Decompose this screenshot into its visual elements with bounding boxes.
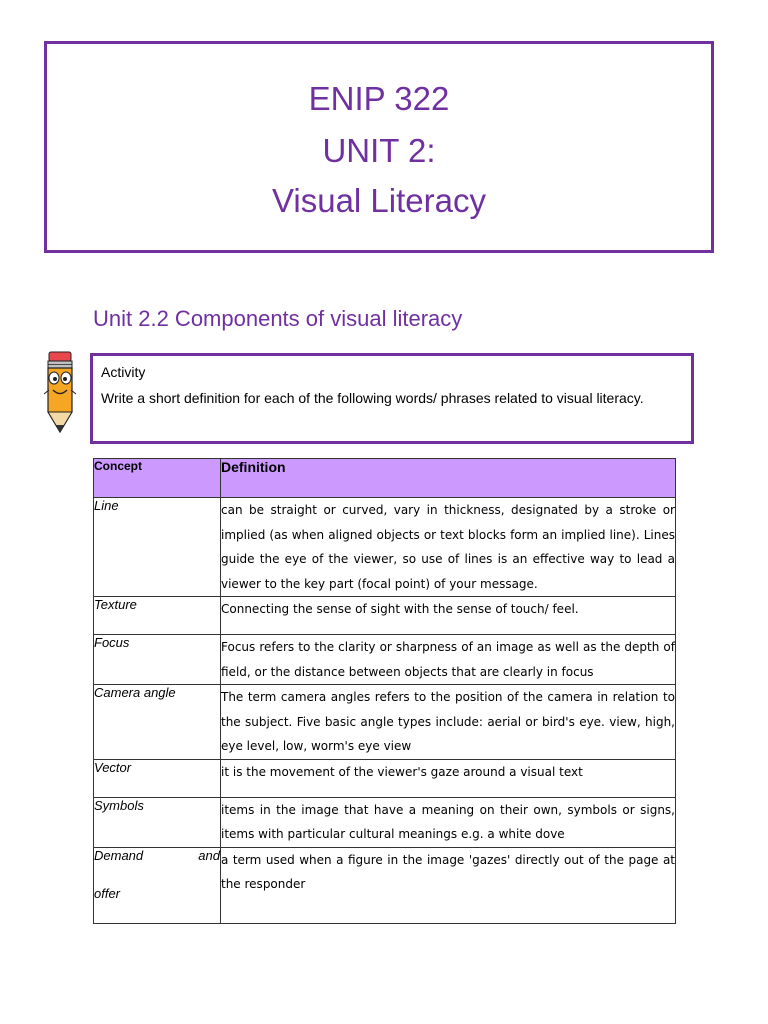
header-definition: Definition [221,459,676,498]
section-heading: Unit 2.2 Components of visual literacy [93,306,463,331]
definition-cell: The term camera angles refers to the position of the camera in relation to the subject. Five basic angle types include: aerial or bird's eye. view, high, eye level, low, worm's eye view [221,685,676,760]
table-row [94,597,676,635]
definition-cell: items in the image that have a meaning on their own, symbols or signs, items with particular cultural meanings e.g. a white dove [221,797,676,847]
concept-cell: Camera angle [94,685,221,760]
concept-cell: Focus [94,635,221,685]
concept-word-and: and [198,847,220,863]
concept-cell: Line [94,498,221,597]
table-row [94,685,676,760]
table-row [94,797,676,847]
concept-cell [94,847,221,923]
activity-instructions: Write a short definition for each of the following words/ phrases related to visual literacy. [101,390,644,406]
activity-label: Activity [101,364,146,380]
concept-word-demand: Demand [94,847,144,863]
table-row [94,759,676,797]
title-box [44,41,714,253]
concept-word-offer: offer [94,885,121,901]
definition-cell: it is the movement of the viewer's gaze around a visual text [221,759,676,797]
concept-cell: Texture [94,597,221,635]
course-code: ENIP 322 [308,80,450,117]
definition-cell: a term used when a figure in the image 'gazes' directly out of the page at the responder [221,847,676,923]
header-concept: Concept [94,459,221,498]
pencil-mascot-icon [42,350,78,436]
table-row [94,498,676,597]
concept-cell: Symbols [94,797,221,847]
table-row [94,847,676,923]
definition-cell: Focus refers to the clarity or sharpness of an image as well as the depth of field, or the distance between objects that are clearly in focus [221,635,676,685]
concepts-table [93,458,676,924]
table-row [94,635,676,685]
unit-title: Visual Literacy [271,182,486,219]
definition-cell: can be straight or curved, vary in thickness, designated by a stroke or implied (as when aligned objects or text blocks form an implied line). Lines guide the eye of the viewer, so use of lines is an effective way to lead a viewer to the key part (focal point) of your message. [221,498,676,597]
definition-cell: Connecting the sense of sight with the sense of touch/ feel. [221,597,676,635]
activity-box [90,353,694,444]
table-header-row [94,459,676,498]
concept-cell: Vector [94,759,221,797]
unit-number: UNIT 2: [322,132,436,169]
